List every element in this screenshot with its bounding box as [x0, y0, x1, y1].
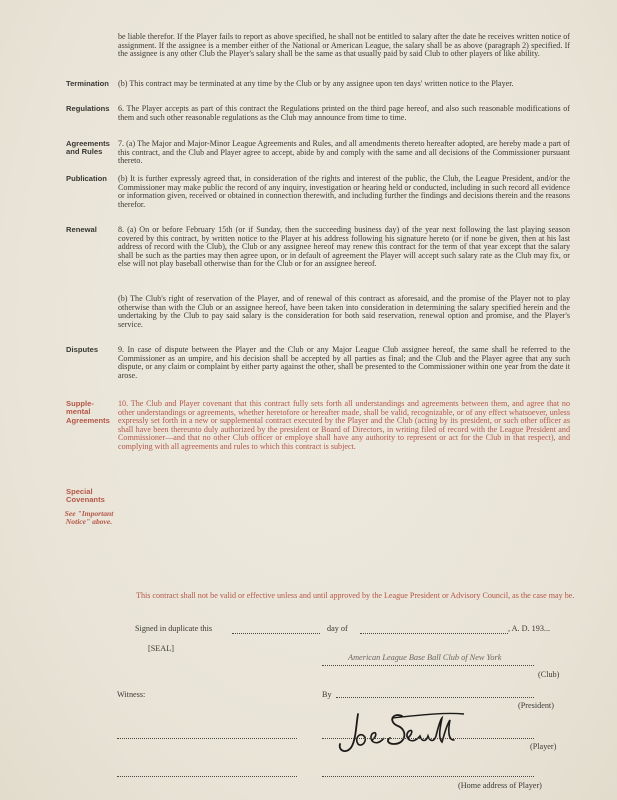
club-name: American League Base Ball Club of New York	[348, 653, 502, 662]
president-caption: (President)	[518, 701, 554, 710]
renewal-label: Renewal	[66, 225, 97, 234]
day-line[interactable]	[232, 633, 320, 634]
publication-text: (b) It is further expressly agreed that, in consideration of the rights and interest of the public, the Club, the League President, and/or the Commissioner may make public the record of any inquiry, investigation or hearing held or conducted, including in such record all evidence or information given, received or obtained in connection therewith, and including further the findings and decisions therein and the reasons therefor.	[118, 174, 570, 209]
agreements-text: 7. (a) The Major and Major-Minor League Agreements and Rules, and all amendments thereto hereafter adopted, are hereby made a part of this contract, and the Club and Player agree to accept, abide by and comply with the same and all decisions of the Commissioner pursuant thereto.	[118, 139, 570, 166]
approval-note: This contract shall not be valid or effective unless and until approved by the League President or Advisory Council, as the case may be.	[136, 591, 575, 600]
witness-label: Witness:	[117, 690, 146, 699]
regulations-text: 6. The Player accepts as part of this contract the Regulations printed on the third page hereof, and also such reasonable modifications of them and such other reasonable regulations as the Club may announce from time to time.	[118, 104, 570, 122]
year-label: , A. D. 193...	[508, 624, 551, 633]
disputes-text: 9. In case of dispute between the Player and the Club or any Major League Club assignee hereof, the same shall be referred to the Commissioner as an umpire, and his decision shall be accepted by all parties as final; and the Club and the Player agree that any such dispute, or any claim or complaint by either party against the other, shall be presented to the Commissioner within one year from the date it arose.	[118, 345, 570, 380]
witness-line-1[interactable]	[117, 738, 297, 739]
publication-label: Publication	[66, 174, 107, 183]
home-address-caption: (Home address of Player)	[458, 781, 542, 790]
supplemental-text: 10. The Club and Player covenant that this contract fully sets forth all understandings and agreements between them, and agree that no other understandings or agreements, whether heretofore or hereafter made, shall be valid, recognizable, or of any effect whatsoever, unless expressly set forth in a new or supplemental contract executed by the Player and the Club (acting by its president, or such other officer as shall have been thereunto duly authorized by the president or Board of Directors, in writing filed of record with the League President and Commissioner—and that no other Club officer or employe shall have any authority to represent or act for the Club in that respect), and complying with all agreements and rules to which this contract is subject.	[118, 399, 570, 451]
termination-label: Termination	[66, 79, 109, 88]
special-covenants-label: Special Covenants	[66, 487, 105, 505]
intro-paragraph: be liable therefor. If the Player fails to report as above specified, he shall not be entitled to salary after the date he receives written notice of assignment. If the assignee is a member either of the National or American League, the salary shall be as above (paragraph 2) specified. If the assignee is any other Club the Player's salary shall be the same as that usually paid by said Club to other players of like ability.	[118, 32, 570, 59]
renewal-text: 8. (a) On or before February 15th (or if Sunday, then the succeeding business day) of the year next following the last playing season covered by this contract, by written notice to the Player at his address following his signature hereto (or if none be given, then at his last address of record with the Club), the Club or any assignee hereof may renew this contract for the term of that year except that the salary shall be such as the parties may then agree upon, or in default of agreement the Player will accept such salary rate as the Club may fix, or else will not play baseball otherwise than for the Club or for an assignee hereof.	[118, 225, 570, 269]
seal-label: [SEAL]	[148, 644, 174, 653]
regulations-label: Regulations	[66, 104, 110, 113]
agreements-label: Agreements and Rules	[66, 139, 110, 157]
club-line	[322, 665, 534, 666]
supplemental-label: Supple- mental Agreements	[66, 399, 110, 425]
signed-in-duplicate-label: Signed in duplicate this	[135, 624, 213, 633]
witness-line-2[interactable]	[117, 776, 297, 777]
termination-text: (b) This contract may be terminated at any time by the Club or by any assignee upon ten days' written notice to the Player.	[118, 79, 514, 88]
player-caption: (Player)	[530, 742, 557, 751]
reservation-text: (b) The Club's right of reservation of the Player, and of renewal of this contract as aforesaid, and the promise of the Player not to play otherwise than with the Club or an assignee hereof, have been taken into consideration in determining the salary specified herein and the undertaking by the Club to pay said salary is the consideration for both said reservation, renewal option and promise, and the Player's service.	[118, 294, 570, 329]
disputes-label: Disputes	[66, 345, 99, 354]
day-of-label: day of	[327, 624, 348, 633]
month-line[interactable]	[360, 633, 508, 634]
player-signature	[332, 708, 482, 756]
player-line[interactable]	[322, 738, 534, 739]
club-caption: (Club)	[538, 670, 560, 679]
by-label: By	[322, 690, 332, 699]
home-address-line[interactable]	[322, 776, 534, 777]
special-covenants-note: See "Important Notice" above.	[64, 509, 114, 527]
president-line[interactable]	[336, 697, 534, 698]
